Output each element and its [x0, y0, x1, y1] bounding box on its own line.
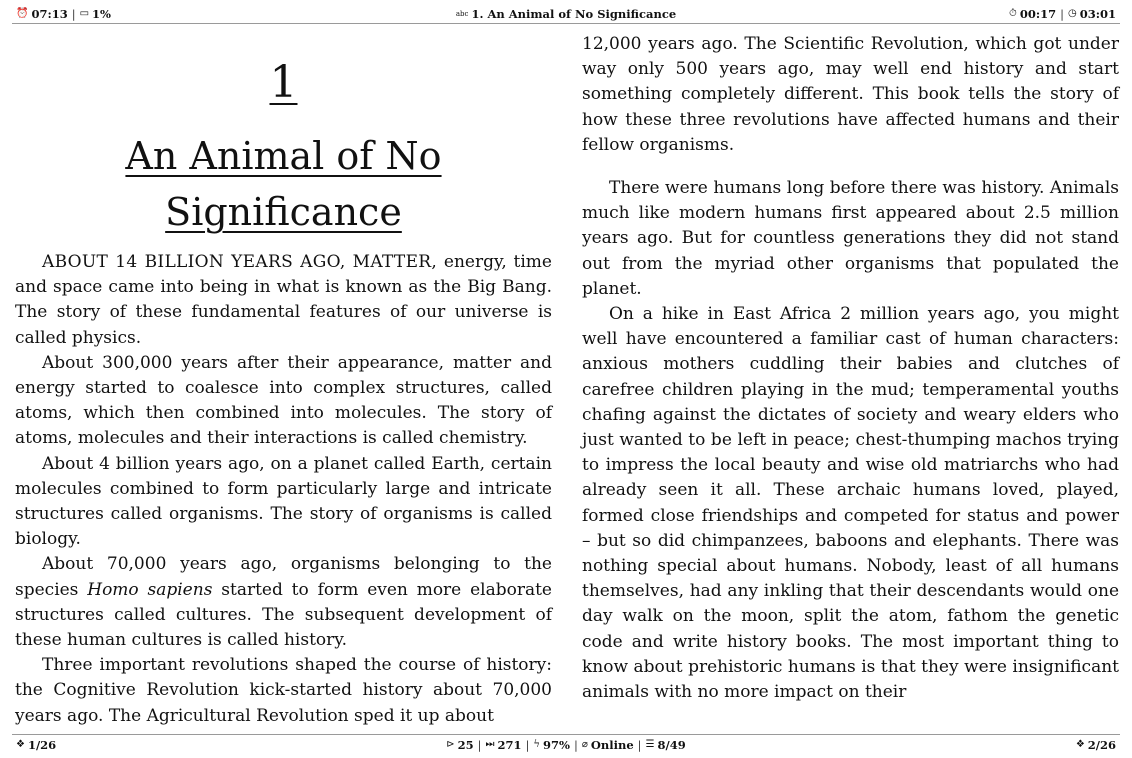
right-page-indicator — [1076, 737, 1116, 753]
paragraph-lead: ABOUT 14 BILLION YEARS AGO, MATTER, — [42, 252, 438, 272]
chapter-icon: abc — [455, 10, 469, 18]
pages-left-book: 271 — [497, 738, 522, 752]
paragraph: There were humans long before there was history. Animals much like modern humans first appeared about 2.5 million years ago. But for countless generations they did not stand out from the myriad other organisms that populated the planet. — [582, 178, 1119, 299]
page-icon: ❖ — [1075, 739, 1085, 750]
battery-icon: ▭ — [79, 8, 90, 19]
right-page-number: 2/26 — [1087, 738, 1116, 752]
paragraph: About 4 billion years ago, on a planet called Earth, certain molecules combined to form particularly large and intricate structures called organisms. The story of organisms is called biology. — [15, 453, 552, 550]
separator: | — [525, 738, 530, 752]
paragraph: About 300,000 years after their appearance, matter and energy started to coalesce into complex structures, called atoms, which then combined into molecules. The story of atoms, molecules and their interactions is called chemistry. — [15, 352, 552, 449]
toc-icon: ☰ — [645, 739, 655, 750]
page-icon: ❖ — [16, 739, 25, 750]
wifi-icon: ⌀ — [581, 739, 588, 750]
clock-icon: ◷ — [1068, 8, 1077, 19]
top-left-status — [16, 6, 111, 22]
clock-time: 07:13 — [31, 7, 68, 21]
separator: | — [477, 738, 482, 752]
chapter-title-status[interactable] — [456, 6, 676, 22]
battery-level: 1% — [92, 7, 111, 21]
alarm-clock-icon: ⏰ — [16, 8, 29, 19]
bottom-divider — [12, 734, 1120, 735]
charge-level: 97% — [543, 738, 570, 752]
lightning-icon: ϟ — [533, 739, 541, 750]
paragraph: Three important revolutions shaped the course of history: the Cognitive Revolution kick-started history about 70,000 years ago. The Agricultural Revolution sped it up about — [15, 655, 552, 726]
separator: | — [1060, 7, 1064, 21]
chapter-number: 1 — [269, 57, 298, 108]
species-name: Homo sapiens — [87, 579, 213, 600]
timer-icon: ⏱ — [1009, 8, 1017, 19]
book-time-left: 03:01 — [1079, 7, 1116, 21]
toc-position: 8/49 — [657, 738, 686, 752]
end-of-book-icon: ⏭ — [485, 739, 495, 750]
pages-left-chapter: 25 — [457, 738, 474, 752]
right-page-column[interactable] — [582, 32, 1119, 705]
separator: | — [573, 738, 578, 752]
paragraph-text: About 70,000 years ago, organisms belonging to the species — [15, 554, 552, 600]
paragraph-text: energy, time and space came into being in what is known as the Big Bang. The story of these fundamental features of our universe is called physics. — [15, 252, 552, 348]
top-status-bar — [16, 6, 1116, 22]
next-chapter-icon: ⊳ — [446, 739, 455, 750]
paragraph: On a hike in East Africa 2 million years ago, you might well have encountered a familiar cast of human characters: anxious mothers cuddling their babies and clutches of carefree children playing in the mud; temperamental youths chafing against the dictates of society and weary elders who just wanted to be left in peace; chest-thumping machos trying to impress the local beauty and wise old matriarchs who had already seen it all. These archaic humans loved, played, formed close friendships and competed for status and power – but so did chimpanzees, baboons and elephants. There was nothing special about humans. Nobody, least of all humans themselves, had any inkling that their descendants would one day walk on the moon, split the atom, fathom the genetic code and write history books. The most important thing to know about prehistoric humans is that they were insignificant animals with no more impact on their — [582, 304, 1119, 703]
separator: | — [637, 738, 642, 752]
bottom-status-bar — [16, 737, 1116, 753]
network-status: Online — [590, 738, 634, 752]
paragraph — [15, 552, 552, 653]
chapter-time-left: 00:17 — [1019, 7, 1057, 21]
left-page-column[interactable] — [15, 32, 552, 729]
chapter-title-line-2: Significance — [165, 190, 402, 234]
paragraph — [15, 250, 552, 351]
top-right-status — [1009, 6, 1116, 22]
paragraph-continued: 12,000 years ago. The Scientific Revolution, which got under way only 500 years ago, may well end history and start something completely different. This book tells the story of how these three revolutions have affected humans and their fellow organisms. — [582, 34, 1119, 155]
paragraph-text: started to form even more elaborate structures called cultures. The subsequent development of these human cultures is called history. — [15, 579, 552, 651]
chapter-title — [15, 128, 552, 240]
separator: | — [71, 7, 76, 21]
left-page-indicator — [16, 737, 56, 753]
reading-progress-status — [446, 737, 685, 753]
left-page-number: 1/26 — [27, 738, 57, 752]
chapter-title-line-1: An Animal of No — [125, 134, 442, 178]
chapter-title-text: 1. An Animal of No Significance — [471, 7, 677, 21]
top-divider — [12, 23, 1120, 24]
